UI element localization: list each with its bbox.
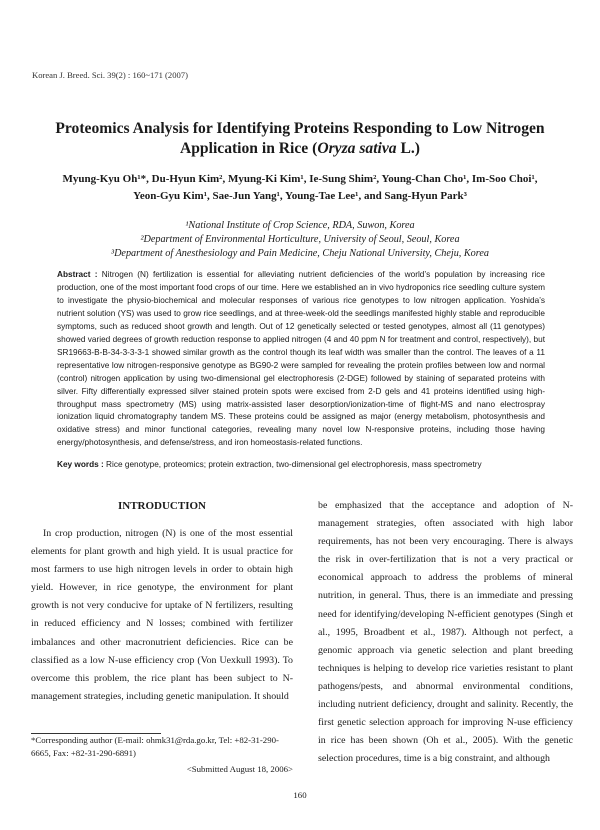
author-list-line2: Yeon-Gyu Kim¹, Sae-Jun Yang¹, Young-Tae Lee¹, and Sang-Hyun Park³ [133,190,467,202]
affiliation-1: ¹National Institute of Crop Science, RDA, Suwon, Korea [185,220,415,231]
journal-reference: Korean J. Breed. Sci. 39(2) : 160~171 (2007) [32,70,188,80]
abstract-text: Nitrogen (N) fertilization is essential for alleviating nutrient deficiencies of the world’s population by increasing rice production, one of the most important food crops of our time. Here we established an in vivo hydroponics rice seedling culture system to investigate the physio-biochemical and molecular responses of various rice genotypes to low nitrogen application. Yoshida’s nutrient solution (YS) was used to grow rice seedlings, and at three-week-old the seedlings manifested highly stable and reproducible symptoms, such as reduced shoot growth and length. Out of 12 genetically selected or tested genotypes, almost all (11 genotypes) showed varied degrees of growth reduction response to applied nitrogen (4 and 40 ppm N for treatment and control, respectively), but SR19663-B-B-34-3-3-3-1 showed similar growth as the control though its leaf width was smaller than the control. The leaves of a 11 representative low nitrogen-responsive genotype as BG90-2 were sampled for revealing the protein profiles between low and normal (control) nitrogen application by using two-dimensional gel electrophoresis (2-DGE) followed by staining of separated proteins with silver. Fifty differentially expressed silver stained protein spots were excised from 2-D gels and 41 proteins identified using high-throughput mass spectrometry (MS) using matrix-assisted laser desorption/ionization-time of flight-MS and nano electrospray ionization liquid chromatography tandem MS. These proteins could be assigned as major (energy metabolism, photosynthesis and oxidative stress) and minor functional categories, revealing many novel low N-responsive proteins, including those having energy/photosynthesis, and defense/stress, and iron homeostasis-related functions. [57,270,545,448]
abstract-label: Abstract : [57,270,98,279]
keywords-text: Rice genotype, proteomics; protein extraction, two-dimensional gel electrophoresis, mass spectrometry [103,460,482,469]
species-name: Oryza sativa [317,140,397,157]
paper-title-line2 [30,138,570,159]
affiliation-2: ²Department of Environmental Horticulture, University of Seoul, Seoul, Korea [140,234,460,245]
title-suffix: L.) [396,140,420,157]
page-number: 160 [293,790,307,800]
keywords [57,460,547,469]
submission-date: <Submitted August 18, 2006> [186,764,293,774]
corresponding-author-footnote: *Corresponding author (E-mail: ohmk31@rda.go.kr, Tel: +82-31-290-6665, Fax: +82-31-290-6891) [31,735,279,758]
section-heading-introduction: INTRODUCTION [117,500,206,512]
title-prefix: Application in Rice ( [180,140,318,157]
intro-left-column: In crop production, nitrogen (N) is one of the most essential elements for plant growth and high yield. It is usual practice for most farmers to use high nitrogen levels in order to obtain high yield. However, in rice genotype, the environment for plant growth is not very conducive for uptake of N fertilizers, resulting in reduced efficiency and N losses; combined with fertilizer imbalances and other macronutrient deficiencies. Rice can be classified as a low N-use efficiency crop (Von Uexkull 1993). To overcome this problem, the rice plant has been subject to N-management strategies, including genetic manipulation. It should [31,528,293,702]
author-list-line1: Myung-Kyu Oh¹*, Du-Hyun Kim², Myung-Ki Kim¹, Ie-Sung Shim², Young-Chan Cho¹, Im-Soo Choi¹, [62,173,538,185]
intro-right-column: be emphasized that the acceptance and adoption of N-management strategies, often associated with high labor requirements, has not been very encouraging. There is always the risk in over-fertilization that is not a very practical or economical approach to address the problems of mineral nutrition, in general. Thus, there is an immediate and pressing need for identifying/developing N-efficient genotypes (Singh et al., 1995, Broadbent et al., 1987). Although not perfect, a genomic approach via genetic selection and plant breeding techniques is helping to develop rice varieties resistant to plant pathogens/pests, and abnormal environmental conditions, including nutrient deficiency, drought and salinity. Recently, the first genetic selection approach for improving N-use efficiency in rice has been shown (Oh et al., 2005). With the genetic selection procedures, time is a big constraint, and although [318,500,573,765]
keywords-label: Key words : [57,460,104,469]
abstract [57,269,545,450]
paper-title-line1: Proteomics Analysis for Identifying Proteins Responding to Low Nitrogen [55,120,545,137]
affiliation-3: ³Department of Anesthesiology and Pain Medicine, Cheju National University, Cheju, Korea [111,248,489,259]
